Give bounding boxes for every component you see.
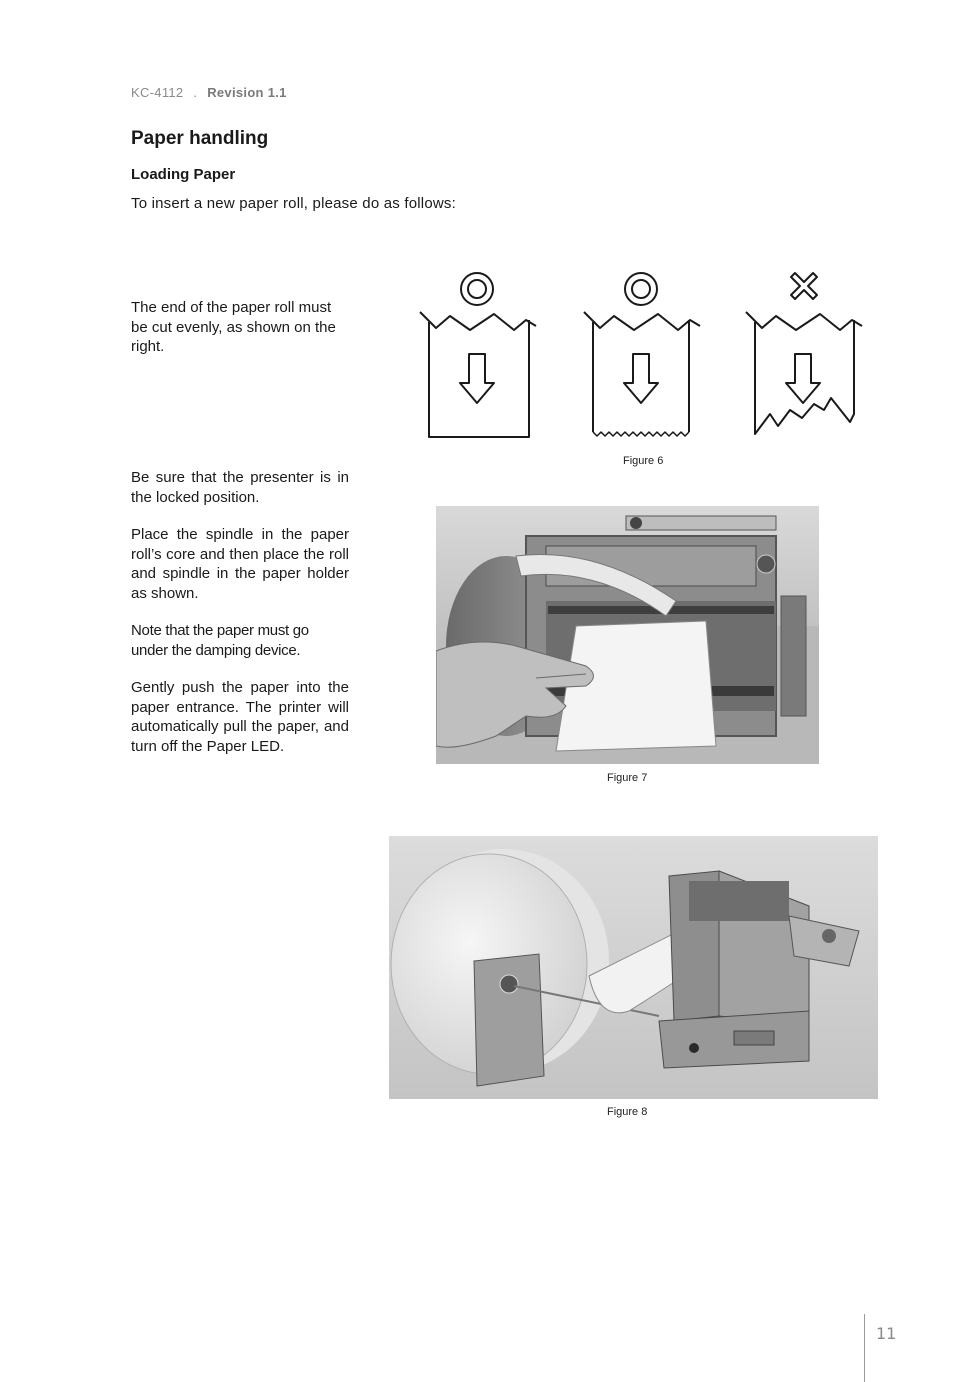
paragraph-damping: Note that the paper must go under the damping device. (131, 622, 309, 659)
section-title: Paper handling (131, 128, 269, 149)
paper-panel-even (420, 273, 536, 437)
down-arrow-icon (460, 354, 494, 403)
revision-label: Revision 1.1 (207, 85, 287, 100)
figure-6-diagram (410, 268, 870, 448)
paragraph-push: Gently push the paper into the paper entrance. The printer will automatically pull the paper, and turn off the Paper LED. (131, 679, 349, 755)
page-number: 11 (876, 1324, 897, 1343)
doc-id: KC-4112 (131, 85, 184, 100)
paper-panel-torn (746, 273, 862, 434)
header-separator: . (193, 85, 198, 100)
down-arrow-icon (786, 354, 820, 403)
document-header (131, 85, 287, 100)
ok-circle-icon (625, 273, 657, 305)
ok-circle-icon (461, 273, 493, 305)
figure-6-caption: Figure 6 (623, 455, 664, 467)
paper-panel-serrated (584, 273, 700, 436)
figure-8-caption: Figure 8 (607, 1106, 648, 1118)
paragraph-spindle: Place the spindle in the paper roll’s core and then place the roll and spindle in the paper holder as shown. (131, 526, 349, 602)
subsection-title: Loading Paper (131, 166, 236, 183)
page-number-divider (864, 1314, 865, 1382)
wrong-cross-icon (791, 273, 817, 299)
paragraph-presenter: Be sure that the presenter is in the locked position. (131, 469, 349, 506)
paragraph-cut-evenly: The end of the paper roll must be cut evenly, as shown on the right. (131, 299, 336, 355)
down-arrow-icon (624, 354, 658, 403)
intro-text: To insert a new paper roll, please do as follows: (131, 195, 456, 212)
figure-7-caption: Figure 7 (607, 772, 648, 784)
figure-7-photo (436, 506, 819, 764)
figure-8-photo (389, 836, 878, 1099)
